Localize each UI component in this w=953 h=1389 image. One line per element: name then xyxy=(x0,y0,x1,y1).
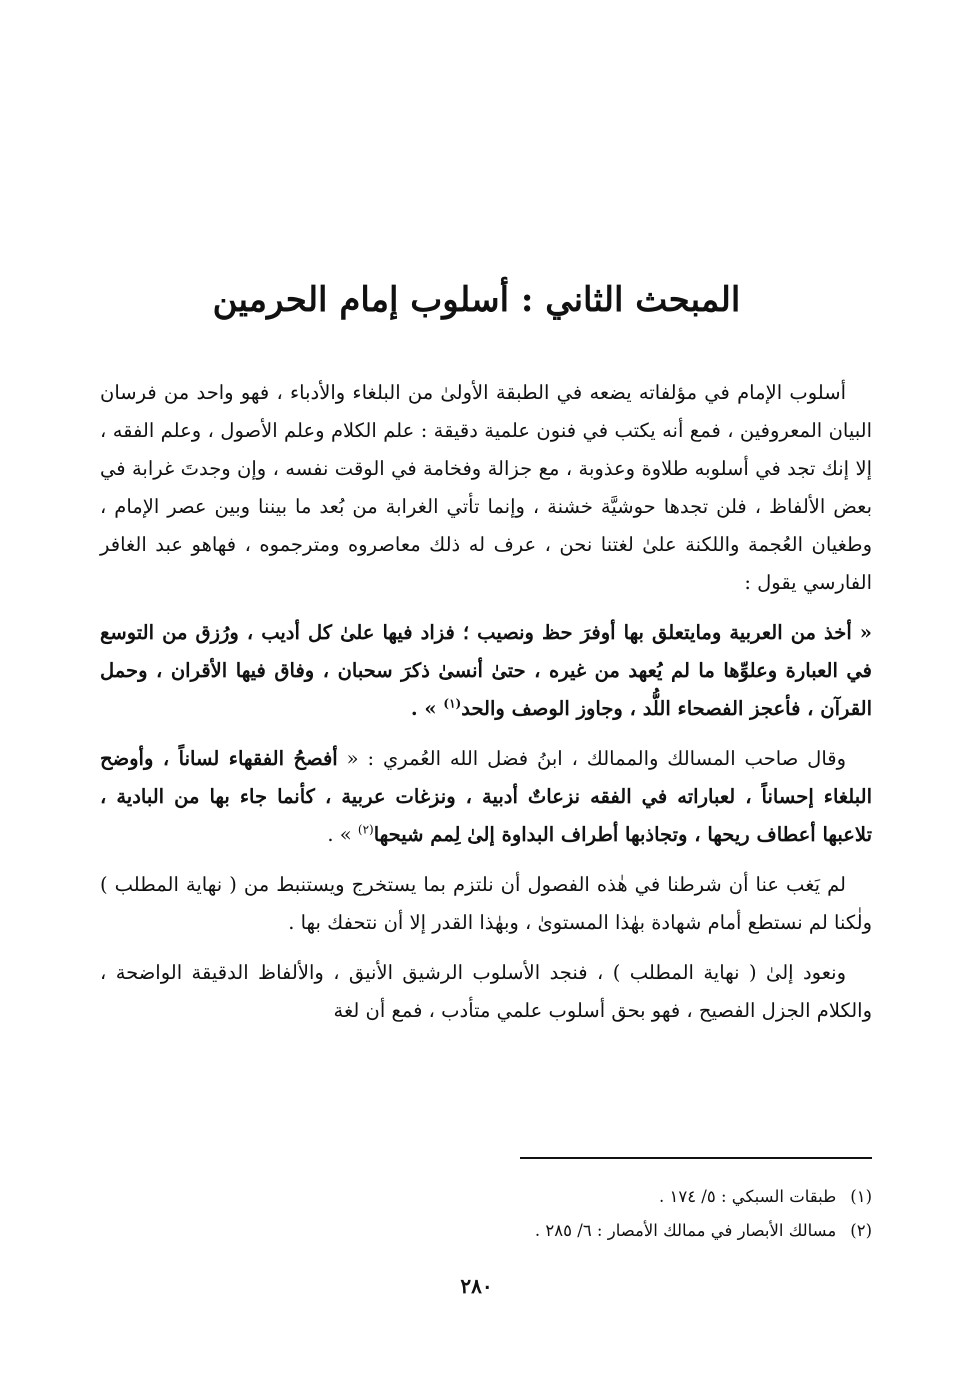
footnotes xyxy=(300,1180,872,1248)
section-title: المبحث الثاني : أسلوب إمام الحرمين xyxy=(212,280,741,320)
footnote-ref-1: (١) xyxy=(443,696,462,711)
footnote-1-number: (١) xyxy=(850,1187,872,1206)
footnote-ref-2: (٢) xyxy=(357,822,374,837)
quote-abd-al-ghafir-end: » . xyxy=(410,697,437,720)
umari-intro: وقال صاحب المسالك والممالك ، ابنُ فضل الله العُمري : « xyxy=(346,747,846,770)
umari-quote-end: » . xyxy=(327,823,352,846)
quote-abd-al-ghafir-text: « أخذ من العربية ومايتعلق بها أوفرَ حظ ونصيب ؛ فزاد فيها علىٰ كل أديب ، ورُزق من التوسع في العبارة وعلوِّها ما لم يُعهد من غيره ، حتىٰ أنسىٰ ذكرَ سحبان ، وفاق فيها الأقران ، وحمل القرآن ، فأعجز الفصحاء اللُّد ، وجاوز الوصف والحد xyxy=(100,621,872,720)
paragraph-return-nihaya: ونعود إلىٰ ( نهاية المطلب ) ، فنجد الأسلوب الرشيق الأنيق ، والألفاظ الدقيقة الواضحة ، والكلام الجزل الفصيح ، فهو بحق أسلوب علمي متأدب ، فمع أن لغة xyxy=(100,961,872,1022)
paragraph-umari-quote xyxy=(100,740,872,854)
body-text xyxy=(100,374,872,1042)
paragraph-style-intro: أسلوب الإمام في مؤلفاته يضعه في الطبقة الأولىٰ من البلغاء والأدباء ، فهو واحد من فرسان البيان المعروفين ، فمع أنه يكتب في فنون علمية دقيقة : علم الكلام وعلم الأصول ، وعلم الفقه ، إلا إنك تجد في أسلوبه طلاوة وعذوبة ، مع جزالة وفخامة في الوقت نفسه ، وإن وجدتَ غرابة في بعض الألفاظ ، فلن تجدها حوشيَّة خشنة ، وإنما تأتي الغرابة من بُعد ما بيننا وبين عصر الإمام ، وطغيان العُجمة واللكنة علىٰ لغتنا نحن ، عرف له ذلك معاصروه ومترجموه ، فهاهو عبد الغافر الفارسي يقول : xyxy=(100,381,872,594)
footnote-1-text: طبقات السبكي : ٥/ ١٧٤ . xyxy=(658,1187,837,1206)
paragraph-condition-note: لم يَغب عنا أن شرطنا في هٰذه الفصول أن نلتزم بما يستخرج ويستنبط من ( نهاية المطلب ) ولٰكنا لم نستطع أمام شهادة بهٰذا المستوىٰ ، وبهٰذا القدر إلا أن نتحفك بها . xyxy=(100,873,872,934)
footnote-1 xyxy=(300,1180,872,1214)
footnote-2-number: (٢) xyxy=(850,1221,872,1240)
umari-quote-text: أفصحُ الفقهاء لساناً ، وأوضح البلغاء إحساناً ، لعباراته في الفقه نزعاتٌ أدبية ، ونزغات عربية ، كأنما جاء بها من البادية ، تلاعبها أعطاف ريحها ، وتجاذبها أطراف البداوة إلىٰ لِمم شيحها xyxy=(100,747,872,846)
footnote-separator xyxy=(520,1157,872,1159)
quote-abd-al-ghafir xyxy=(100,614,872,728)
footnote-2-text: مسالك الأبصار في ممالك الأمصار : ٦/ ٢٨٥ . xyxy=(534,1221,837,1240)
footnote-2 xyxy=(300,1214,872,1248)
page-number: ٢٨٠ xyxy=(460,1274,493,1298)
